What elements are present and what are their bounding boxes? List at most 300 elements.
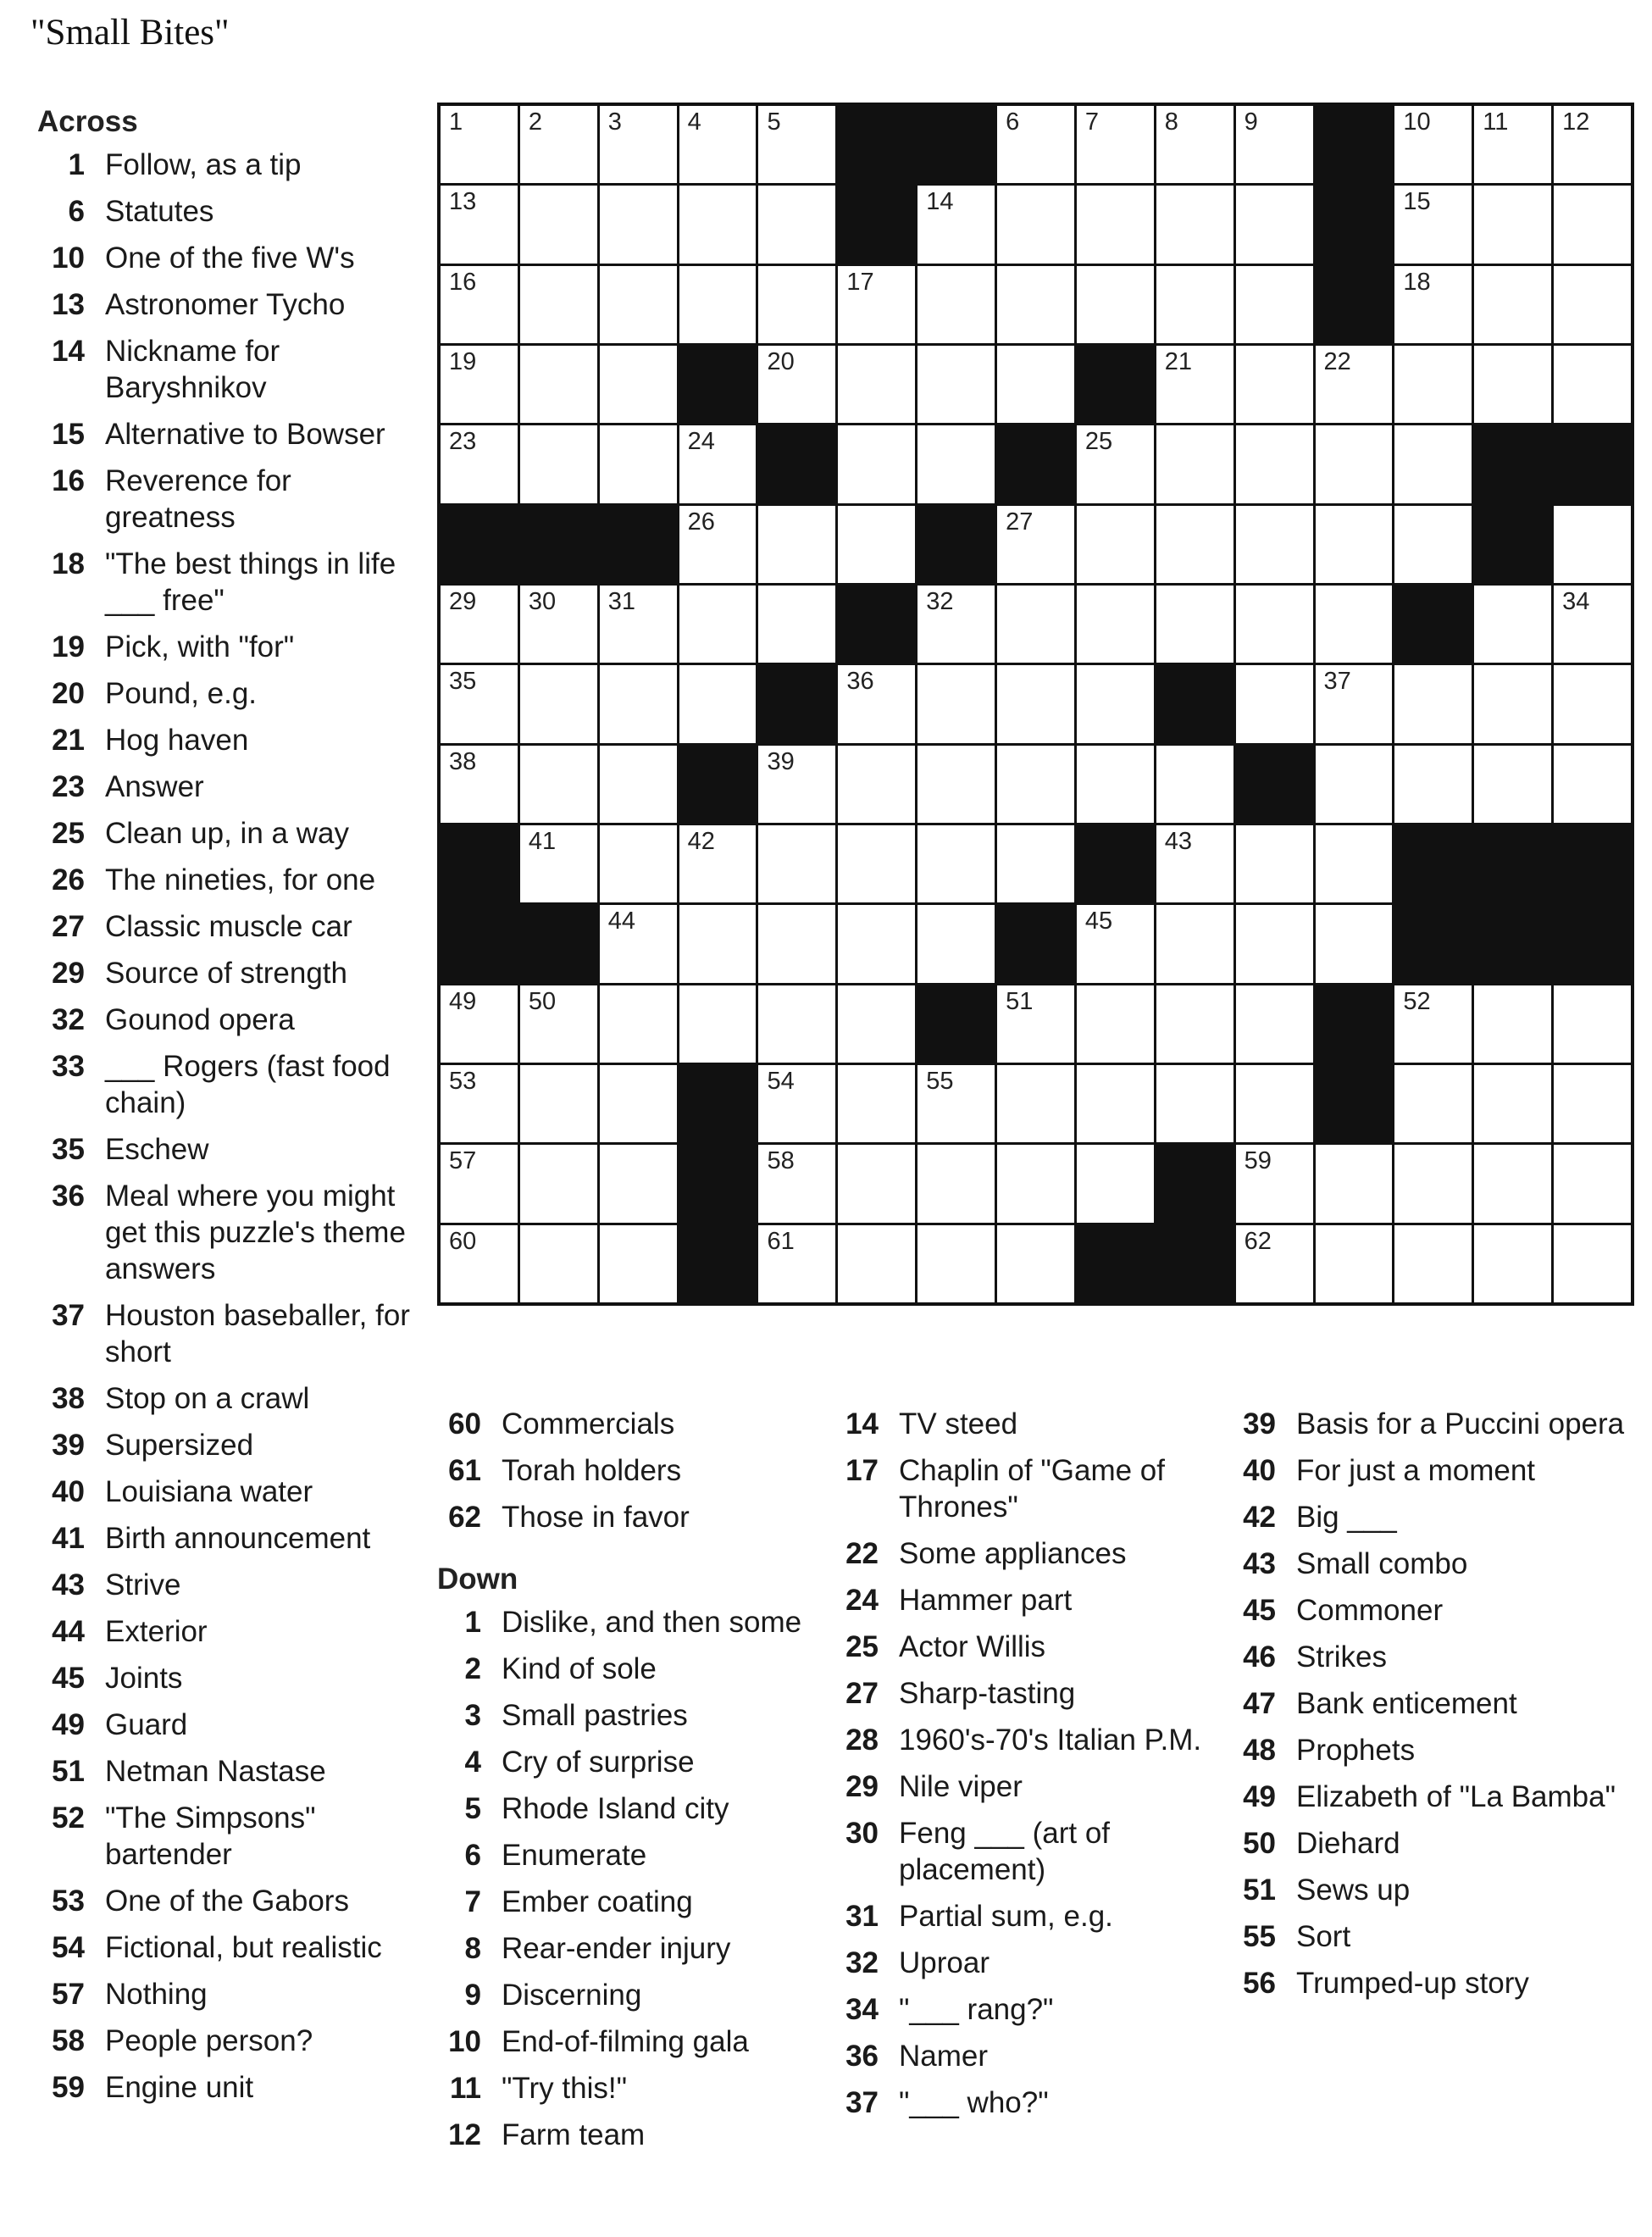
grid-cell[interactable] <box>1077 905 1154 982</box>
clue-text: One of the Gabors <box>105 1885 349 1918</box>
grid-cell[interactable] <box>441 586 518 663</box>
grid-cell[interactable] <box>1156 506 1233 583</box>
cell-number: 57 <box>449 1147 477 1175</box>
clue-number: 49 <box>1243 1780 1276 1813</box>
grid-cell[interactable] <box>1554 985 1631 1063</box>
clue-text: Actor Willis <box>899 1630 1046 1663</box>
clue-number: 38 <box>52 1382 85 1415</box>
grid-cell[interactable] <box>600 746 677 823</box>
grid-cell[interactable] <box>1554 266 1631 343</box>
grid-cell[interactable] <box>600 586 677 663</box>
grid-cell[interactable] <box>520 1145 597 1222</box>
across-clue-list-continued <box>437 1406 827 1535</box>
grid-cell[interactable] <box>1394 665 1472 742</box>
grid-cell[interactable] <box>758 985 835 1063</box>
grid-cell[interactable] <box>520 106 597 183</box>
grid-cell[interactable] <box>600 106 677 183</box>
grid-cell[interactable] <box>1394 746 1472 823</box>
grid-cell[interactable] <box>1474 665 1551 742</box>
grid-cell[interactable] <box>600 825 677 902</box>
clue-item <box>1232 1872 1630 1908</box>
grid-cell[interactable] <box>1316 586 1393 663</box>
grid-cell[interactable] <box>838 1225 915 1302</box>
black-square <box>1077 346 1154 423</box>
grid-cell[interactable] <box>520 985 597 1063</box>
grid-cell[interactable] <box>679 506 757 583</box>
grid-cell[interactable] <box>1236 346 1313 423</box>
grid-cell[interactable] <box>997 586 1074 663</box>
clue-text: Rhode Island city <box>502 1792 729 1825</box>
grid-cell[interactable] <box>758 825 835 902</box>
grid-cell[interactable] <box>1316 346 1393 423</box>
clue-number: 22 <box>845 1537 879 1570</box>
grid-cell[interactable] <box>838 746 915 823</box>
clue-number: 25 <box>52 817 85 850</box>
cell-number: 10 <box>1403 108 1431 136</box>
grid-cell[interactable] <box>1474 346 1551 423</box>
grid-cell[interactable] <box>1077 1065 1154 1142</box>
grid-cell[interactable] <box>917 746 995 823</box>
grid-cell[interactable] <box>1316 825 1393 902</box>
grid-cell[interactable] <box>1316 1225 1393 1302</box>
clue-number: 17 <box>845 1454 879 1487</box>
grid-cell[interactable] <box>997 1065 1074 1142</box>
grid-cell[interactable] <box>679 425 757 502</box>
grid-cell[interactable] <box>520 1065 597 1142</box>
grid-cell[interactable] <box>520 746 597 823</box>
clue-text: Source of strength <box>105 957 347 990</box>
clue-number: 62 <box>448 1501 481 1534</box>
clue-item <box>1232 1825 1630 1862</box>
grid-cell[interactable] <box>520 665 597 742</box>
grid-cell[interactable] <box>917 905 995 982</box>
cell-number: 21 <box>1164 348 1193 375</box>
clue-number: 12 <box>448 2118 481 2151</box>
clue-text: Bank enticement <box>1296 1687 1517 1720</box>
grid-cell[interactable] <box>758 106 835 183</box>
cell-number: 60 <box>449 1227 477 1255</box>
grid-cell[interactable] <box>1156 1065 1233 1142</box>
clue-item <box>37 1178 427 1287</box>
grid-cell[interactable] <box>679 106 757 183</box>
grid-cell[interactable] <box>1236 825 1313 902</box>
clue-item <box>1232 1732 1630 1768</box>
grid-cell[interactable] <box>1077 106 1154 183</box>
grid-cell[interactable] <box>520 586 597 663</box>
grid-cell[interactable] <box>1394 1145 1472 1222</box>
clue-number: 8 <box>464 1932 481 1965</box>
grid-cell[interactable] <box>758 346 835 423</box>
grid-cell[interactable] <box>600 985 677 1063</box>
grid-cell[interactable] <box>1236 106 1313 183</box>
grid-cell[interactable] <box>838 1145 915 1222</box>
grid-cell[interactable] <box>1474 106 1551 183</box>
grid-cell[interactable] <box>679 665 757 742</box>
grid-cell[interactable] <box>1554 1225 1631 1302</box>
clue-number: 4 <box>464 1746 481 1779</box>
grid-cell[interactable] <box>1394 1065 1472 1142</box>
grid-cell[interactable] <box>758 186 835 263</box>
black-square <box>1077 1225 1154 1302</box>
grid-cell[interactable] <box>520 825 597 902</box>
grid-cell[interactable] <box>1077 186 1154 263</box>
clue-item <box>37 1707 427 1743</box>
clue-number: 24 <box>845 1584 879 1617</box>
grid-cell[interactable] <box>1236 1225 1313 1302</box>
grid-cell[interactable] <box>917 1145 995 1222</box>
clue-text: ___ Rogers (fast food chain) <box>105 1050 391 1119</box>
grid-cell[interactable] <box>1474 1225 1551 1302</box>
clue-text: Birth announcement <box>105 1522 371 1555</box>
grid-cell[interactable] <box>838 825 915 902</box>
clue-text: Classic muscle car <box>105 910 352 943</box>
clue-number: 14 <box>52 335 85 368</box>
grid-cell[interactable] <box>1394 985 1472 1063</box>
grid-cell[interactable] <box>1394 506 1472 583</box>
grid-cell[interactable] <box>838 506 915 583</box>
black-square <box>838 186 915 263</box>
grid-cell[interactable] <box>838 266 915 343</box>
grid-cell[interactable] <box>1316 425 1393 502</box>
clue-text: Prophets <box>1296 1734 1416 1767</box>
grid-cell[interactable] <box>758 746 835 823</box>
cell-number: 53 <box>449 1068 477 1095</box>
black-square <box>997 425 1074 502</box>
grid-cell[interactable] <box>1316 746 1393 823</box>
cell-number: 24 <box>687 428 715 456</box>
grid-cell[interactable] <box>1554 586 1631 663</box>
grid-cell[interactable] <box>679 186 757 263</box>
grid-cell[interactable] <box>838 985 915 1063</box>
grid-cell[interactable] <box>1236 425 1313 502</box>
grid-cell[interactable] <box>758 905 835 982</box>
grid-cell[interactable] <box>1474 266 1551 343</box>
grid-cell[interactable] <box>917 825 995 902</box>
black-square <box>1554 425 1631 502</box>
clue-text: Chaplin of "Game of Thrones" <box>899 1454 1165 1524</box>
grid-cell[interactable] <box>679 985 757 1063</box>
grid-cell[interactable] <box>1474 985 1551 1063</box>
grid-cell[interactable] <box>441 1225 518 1302</box>
grid-cell[interactable] <box>1156 985 1233 1063</box>
grid-cell[interactable] <box>600 1225 677 1302</box>
grid-cell[interactable] <box>441 1145 518 1222</box>
grid-cell[interactable] <box>997 266 1074 343</box>
grid-cell[interactable] <box>917 586 995 663</box>
grid-cell[interactable] <box>1554 1065 1631 1142</box>
grid-cell[interactable] <box>997 665 1074 742</box>
grid-cell[interactable] <box>441 1065 518 1142</box>
clue-item <box>37 862 427 898</box>
grid-cell[interactable] <box>1554 1145 1631 1222</box>
grid-cell[interactable] <box>997 346 1074 423</box>
grid-cell[interactable] <box>1474 1065 1551 1142</box>
grid-cell[interactable] <box>758 266 835 343</box>
clue-number: 29 <box>845 1770 879 1803</box>
grid-cell[interactable] <box>758 1145 835 1222</box>
grid-cell[interactable] <box>600 1065 677 1142</box>
grid-cell[interactable] <box>917 346 995 423</box>
crossword-grid <box>437 103 1634 1306</box>
grid-cell[interactable] <box>1236 266 1313 343</box>
grid-cell[interactable] <box>838 905 915 982</box>
grid-cell[interactable] <box>1156 266 1233 343</box>
grid-cell[interactable] <box>600 266 677 343</box>
grid-cell[interactable] <box>838 346 915 423</box>
black-square <box>838 586 915 663</box>
clue-number: 32 <box>845 1946 879 1979</box>
grid-cell[interactable] <box>441 186 518 263</box>
grid-cell[interactable] <box>1554 665 1631 742</box>
clue-item <box>37 1800 427 1873</box>
grid-cell[interactable] <box>1316 665 1393 742</box>
grid-cell[interactable] <box>1156 186 1233 263</box>
grid-cell[interactable] <box>1077 266 1154 343</box>
grid-cell[interactable] <box>1316 506 1393 583</box>
grid-cell[interactable] <box>1077 506 1154 583</box>
clue-number: 16 <box>52 464 85 497</box>
clue-item <box>37 908 427 945</box>
grid-cell[interactable] <box>917 425 995 502</box>
clue-item <box>37 1297 427 1370</box>
cell-number: 58 <box>767 1147 795 1175</box>
clue-text: Sort <box>1296 1920 1351 1953</box>
grid-cell[interactable] <box>758 586 835 663</box>
grid-cell[interactable] <box>917 266 995 343</box>
cell-number: 20 <box>767 348 795 375</box>
black-square <box>1316 186 1393 263</box>
grid-cell[interactable] <box>679 825 757 902</box>
grid-cell[interactable] <box>1077 746 1154 823</box>
grid-cell[interactable] <box>997 1145 1074 1222</box>
grid-cell[interactable] <box>1236 1065 1313 1142</box>
grid-cell[interactable] <box>520 186 597 263</box>
grid-cell[interactable] <box>758 1225 835 1302</box>
grid-cell[interactable] <box>838 425 915 502</box>
grid-cell[interactable] <box>1077 1145 1154 1222</box>
grid-cell[interactable] <box>1236 506 1313 583</box>
grid-cell[interactable] <box>997 106 1074 183</box>
clue-item <box>834 1535 1224 1572</box>
clue-text: Small combo <box>1296 1547 1468 1580</box>
grid-cell[interactable] <box>441 106 518 183</box>
black-square <box>1394 825 1472 902</box>
grid-cell[interactable] <box>1236 1145 1313 1222</box>
clue-item <box>834 2038 1224 2074</box>
black-square <box>1474 905 1551 982</box>
grid-cell[interactable] <box>1077 586 1154 663</box>
black-square <box>917 985 995 1063</box>
grid-cell[interactable] <box>679 905 757 982</box>
clue-text: Joints <box>105 1662 183 1695</box>
grid-cell[interactable] <box>441 346 518 423</box>
black-square <box>1474 425 1551 502</box>
grid-cell[interactable] <box>1156 746 1233 823</box>
cell-number: 55 <box>926 1068 954 1095</box>
cell-number: 15 <box>1403 188 1431 216</box>
grid-cell[interactable] <box>1554 186 1631 263</box>
grid-cell[interactable] <box>997 1225 1074 1302</box>
grid-cell[interactable] <box>917 665 995 742</box>
cell-number: 59 <box>1244 1147 1272 1175</box>
grid-cell[interactable] <box>1394 266 1472 343</box>
grid-cell[interactable] <box>838 1065 915 1142</box>
cell-number: 31 <box>607 588 635 615</box>
cell-number: 16 <box>449 268 477 296</box>
grid-cell[interactable] <box>1156 586 1233 663</box>
clue-item <box>834 1815 1224 1888</box>
clue-text: Gounod opera <box>105 1003 295 1036</box>
clue-text: Rear-ender injury <box>502 1932 731 1965</box>
grid-cell[interactable] <box>520 425 597 502</box>
clue-item <box>437 2023 827 2060</box>
clue-number: 18 <box>52 547 85 580</box>
clue-number: 27 <box>845 1677 879 1710</box>
black-square <box>679 1225 757 1302</box>
grid-cell[interactable] <box>1474 746 1551 823</box>
grid-cell[interactable] <box>520 346 597 423</box>
clue-text: Netman Nastase <box>105 1755 326 1788</box>
grid-cell[interactable] <box>679 266 757 343</box>
clue-text: One of the five W's <box>105 241 355 275</box>
grid-cell[interactable] <box>1156 106 1233 183</box>
clue-text: Pound, e.g. <box>105 677 258 710</box>
grid-cell[interactable] <box>441 665 518 742</box>
cell-number: 42 <box>687 828 715 855</box>
clue-item <box>37 1883 427 1919</box>
cell-number: 25 <box>1084 428 1113 456</box>
clue-text: Partial sum, e.g. <box>899 1900 1113 1933</box>
grid-cell[interactable] <box>1554 506 1631 583</box>
grid-cell[interactable] <box>1156 825 1233 902</box>
clue-number: 37 <box>845 2086 879 2119</box>
cell-number: 39 <box>767 747 795 775</box>
grid-cell[interactable] <box>600 346 677 423</box>
grid-cell[interactable] <box>441 746 518 823</box>
grid-cell[interactable] <box>1156 346 1233 423</box>
clue-item <box>37 463 427 536</box>
clues-column-2 <box>437 1406 827 2163</box>
grid-cell[interactable] <box>600 1145 677 1222</box>
clue-item <box>37 1380 427 1417</box>
cell-number: 32 <box>926 588 954 615</box>
grid-cell[interactable] <box>1236 905 1313 982</box>
clue-item <box>37 286 427 323</box>
clue-number: 29 <box>52 957 85 990</box>
grid-cell[interactable] <box>520 1225 597 1302</box>
grid-cell[interactable] <box>600 665 677 742</box>
cell-number: 51 <box>1006 987 1034 1015</box>
cell-number: 14 <box>926 188 954 216</box>
grid-cell[interactable] <box>758 506 835 583</box>
grid-cell[interactable] <box>600 425 677 502</box>
grid-cell[interactable] <box>1554 346 1631 423</box>
clue-item <box>37 1002 427 1038</box>
clue-number: 20 <box>52 677 85 710</box>
grid-cell[interactable] <box>1077 985 1154 1063</box>
clue-item <box>834 1768 1224 1805</box>
grid-cell[interactable] <box>600 186 677 263</box>
clue-text: Meal where you might get this puzzle's theme answers <box>105 1180 406 1285</box>
grid-cell[interactable] <box>1394 186 1472 263</box>
clue-number: 42 <box>1243 1501 1276 1534</box>
grid-cell[interactable] <box>1077 425 1154 502</box>
grid-cell[interactable] <box>1236 586 1313 663</box>
grid-cell[interactable] <box>1077 665 1154 742</box>
clue-number: 23 <box>52 770 85 803</box>
clue-text: Pick, with "for" <box>105 630 295 663</box>
grid-cell[interactable] <box>1554 746 1631 823</box>
grid-cell[interactable] <box>441 266 518 343</box>
clue-number: 39 <box>1243 1407 1276 1440</box>
grid-cell[interactable] <box>997 825 1074 902</box>
cell-number: 29 <box>449 588 477 615</box>
clue-item <box>437 1499 827 1535</box>
clue-number: 7 <box>464 1885 481 1918</box>
black-square <box>679 1065 757 1142</box>
clue-text: Namer <box>899 2040 989 2073</box>
cell-number: 45 <box>1084 908 1113 935</box>
grid-cell[interactable] <box>1236 186 1313 263</box>
grid-cell[interactable] <box>838 665 915 742</box>
cell-number: 44 <box>607 908 635 935</box>
grid-cell[interactable] <box>600 905 677 982</box>
grid-cell[interactable] <box>1474 186 1551 263</box>
clue-text: Big ___ <box>1296 1501 1397 1534</box>
clue-item <box>37 147 427 183</box>
clue-number: 55 <box>1243 1920 1276 1953</box>
grid-cell[interactable] <box>1156 425 1233 502</box>
grid-cell[interactable] <box>441 985 518 1063</box>
grid-cell[interactable] <box>1156 905 1233 982</box>
clue-number: 47 <box>1243 1687 1276 1720</box>
grid-cell[interactable] <box>1474 586 1551 663</box>
clue-number: 36 <box>845 2040 879 2073</box>
cell-number: 3 <box>607 108 622 136</box>
grid-cell[interactable] <box>1394 346 1472 423</box>
clue-text: Ember coating <box>502 1885 693 1918</box>
cell-number: 9 <box>1244 108 1258 136</box>
black-square <box>1554 905 1631 982</box>
grid-cell[interactable] <box>917 186 995 263</box>
grid-cell[interactable] <box>997 506 1074 583</box>
grid-cell[interactable] <box>1236 665 1313 742</box>
grid-cell[interactable] <box>997 186 1074 263</box>
grid-cell[interactable] <box>1316 905 1393 982</box>
grid-cell[interactable] <box>1236 985 1313 1063</box>
clue-item <box>37 675 427 712</box>
grid-cell[interactable] <box>758 1065 835 1142</box>
clue-item <box>437 1837 827 1873</box>
grid-cell[interactable] <box>679 586 757 663</box>
cell-number: 35 <box>449 668 477 696</box>
grid-cell[interactable] <box>997 746 1074 823</box>
grid-cell[interactable] <box>1394 1225 1472 1302</box>
grid-cell[interactable] <box>441 425 518 502</box>
grid-cell[interactable] <box>1316 1145 1393 1222</box>
grid-cell[interactable] <box>1394 106 1472 183</box>
grid-cell[interactable] <box>1554 106 1631 183</box>
grid-cell[interactable] <box>1474 1145 1551 1222</box>
clue-item <box>37 193 427 230</box>
grid-cell[interactable] <box>917 1225 995 1302</box>
clue-number: 10 <box>448 2025 481 2058</box>
grid-cell[interactable] <box>917 1065 995 1142</box>
clue-text: "___ who?" <box>899 2086 1049 2119</box>
grid-cell[interactable] <box>997 985 1074 1063</box>
grid-cell[interactable] <box>1394 425 1472 502</box>
grid-cell[interactable] <box>520 266 597 343</box>
